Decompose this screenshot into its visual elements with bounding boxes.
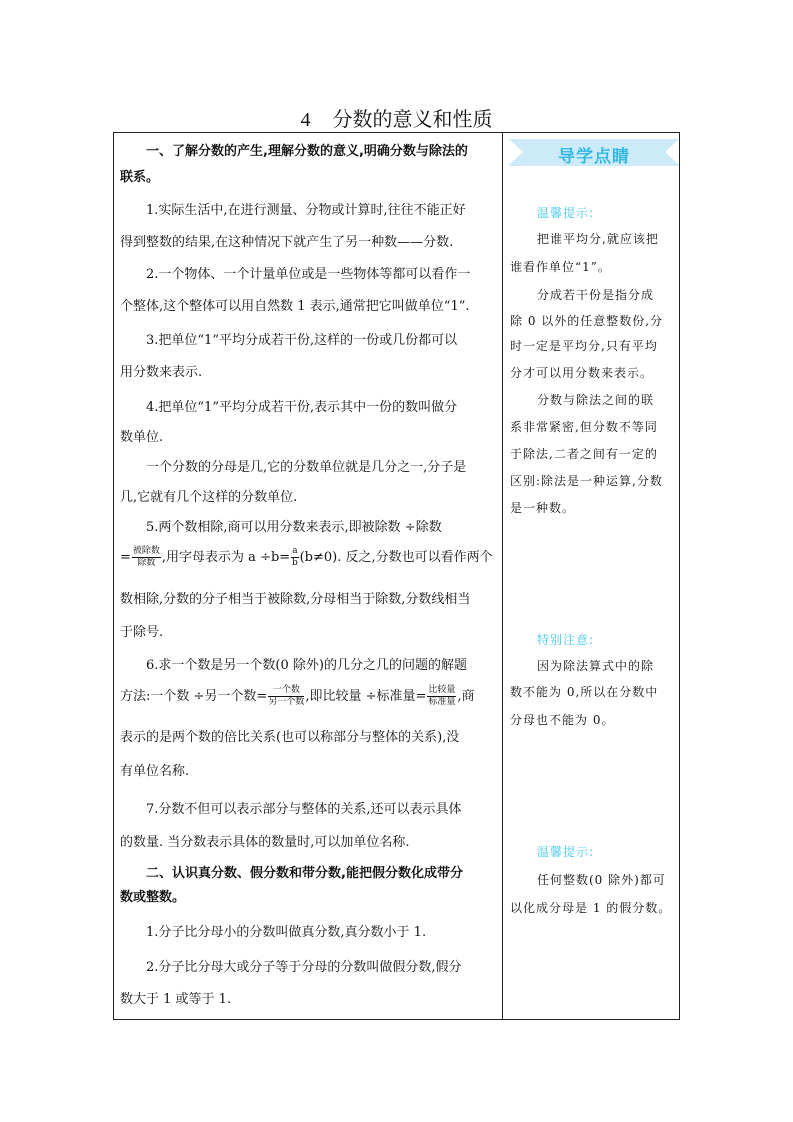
note-heading: 特别注意: [537, 633, 595, 647]
tip-line: 因为除法算式中的除 [537, 659, 655, 673]
tip-line: 区别:除法是一种运算,分数 [510, 474, 663, 488]
paragraph-line: 2.分子比分母大或分子等于分母的分数叫做假分数,假分 [146, 960, 462, 975]
tip-line: 除 0 以外的任意整数份,分 [510, 314, 664, 328]
paragraph-line: 3.把单位“1”平均分成若干份,这样的一份或几份都可以 [146, 333, 458, 348]
paragraph-line: 数相除,分数的分子相当于被除数,分母相当于除数,分数线相当 [120, 592, 471, 607]
numerator: 一个数 [268, 685, 304, 697]
tip-line: 分数与除法之间的联 [537, 393, 655, 407]
text: 方法:一个数 ÷另一个数= [120, 689, 268, 704]
text: ,商 [457, 689, 475, 704]
banner-title: 导学点睛 [558, 147, 630, 167]
denominator: 另一个数 [268, 697, 305, 707]
section-heading: 联系。 [120, 170, 160, 185]
paragraph-line: 5.两个数相除,商可以用分数来表示,即被除数 ÷除数 [146, 520, 442, 535]
tip-line: 谁看作单位“1”。 [510, 260, 611, 274]
paragraph-line: 个整体,这个整体可以用自然数 1 表示,通常把它叫做单位“1”. [120, 299, 470, 314]
numerator: 比较量 [428, 685, 456, 695]
denominator: 标准量 [428, 697, 456, 707]
paragraph-line: 用分数来表示. [120, 365, 203, 380]
section-heading: 二、认识真分数、假分数和带分数,能把假分数化成带分 [146, 866, 463, 881]
paragraph-line: 表示的是两个数的倍比关系(也可以称部分与整体的关系),没 [120, 730, 460, 745]
fraction [132, 546, 161, 569]
paragraph-line [120, 546, 493, 569]
tip-heading: 温馨提示: [537, 845, 595, 859]
paragraph-line [120, 685, 475, 708]
tip-heading: 温馨提示: [537, 206, 595, 220]
paragraph-line: 几,它就有几个这样的分数单位. [120, 490, 298, 505]
tip-line: 数不能为 0,所以在分数中 [510, 685, 659, 699]
column-divider [502, 132, 503, 1020]
paragraph-line: 数大于 1 或等于 1. [120, 992, 232, 1007]
tip-line: 把谁平均分,就应该把 [537, 232, 659, 246]
paragraph-line: 1.分子比分母小的分数叫做真分数,真分数小于 1. [146, 925, 427, 940]
text: ,用字母表示为 a ÷b= [161, 550, 291, 565]
paragraph-line: 一个分数的分母是几,它的分数单位就是几分之一,分子是 [146, 460, 467, 475]
tip-line: 系非常紧密,但分数不等同 [510, 420, 658, 434]
page-title [0, 103, 793, 132]
text: ,即比较量 ÷标准量= [305, 689, 427, 704]
tip-line: 分才可以用分数来表示。 [510, 366, 654, 380]
paragraph-line: 有单位名称. [120, 764, 190, 779]
paragraph-line: 的数量. 当分数表示具体的数量时,可以加单位名称. [120, 835, 410, 850]
fraction [268, 685, 304, 708]
tip-line: 时一定是平均分,只有平均 [510, 339, 658, 353]
denominator: 除数 [137, 558, 156, 568]
tip-line: 是一种数。 [510, 501, 576, 515]
paragraph-line: 数单位. [120, 430, 164, 445]
paragraph-line: 7.分数不但可以表示部分与整体的关系,还可以表示具体 [146, 802, 462, 817]
section-heading: 一、了解分数的产生,理解分数的意义,明确分数与除法的 [146, 144, 468, 159]
numerator: a [292, 546, 298, 556]
tip-line: 分母也不能为 0。 [510, 713, 615, 727]
numerator: 被除数 [132, 546, 160, 556]
paragraph-line: 得到整数的结果,在这种情况下就产生了另一种数——分数. [120, 235, 454, 250]
paragraph-line: 1.实际生活中,在进行测量、分物或计算时,往往不能正好 [146, 203, 466, 218]
fraction [427, 685, 456, 708]
paragraph-line: 于除号. [120, 625, 164, 640]
fraction [291, 546, 298, 569]
paragraph-line: 2.一个物体、一个计量单位或是一些物体等都可以看作一 [146, 267, 471, 282]
denominator: b [291, 558, 298, 568]
guide-banner [509, 139, 679, 166]
tip-line: 以化成分母是 1 的假分数。 [510, 901, 672, 915]
equals: = [120, 550, 131, 565]
section-heading: 数或整数。 [120, 890, 186, 905]
title-text: 分数的意义和性质 [332, 107, 493, 131]
tip-line: 分成若干份是指分成 [537, 288, 655, 302]
text: (b≠0). 反之,分数也可以看作两个 [299, 550, 493, 565]
tip-line: 于除法,二者之间有一定的 [510, 447, 658, 461]
paragraph-line: 6.求一个数是另一个数(0 除外)的几分之几的问题的解题 [146, 658, 467, 673]
tip-line: 任何整数(0 除外)都可 [537, 873, 666, 887]
section-number: 4 [300, 109, 311, 131]
paragraph-line: 4.把单位“1”平均分成若干份,表示其中一份的数叫做分 [146, 400, 458, 415]
